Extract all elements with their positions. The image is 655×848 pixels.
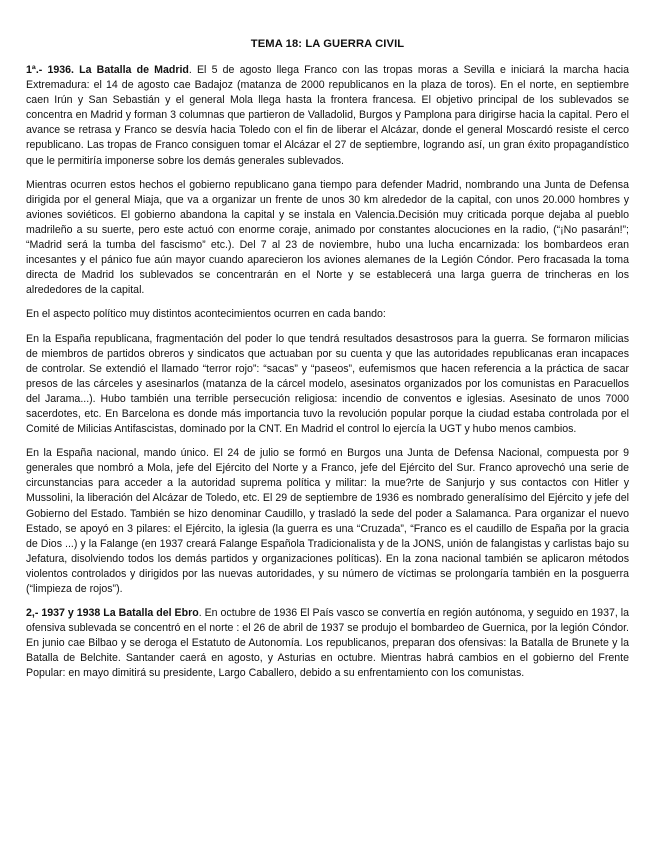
paragraph-batalla-madrid bbox=[26, 63, 629, 169]
paragraph-espana-republicana bbox=[26, 332, 629, 438]
paragraph-defensa-madrid bbox=[26, 178, 629, 299]
paragraph-text: En la España republicana, fragmentación del poder lo que tendrá resultados desastrosos para la guerra. Se formaron milicias de miembros de partidos obreros y sindicatos que actuaban por su cuenta y que las autoridades republicanas eran incapaces de controlar. Se extendió el llamado “terror rojo”: “sacas” y “paseos”, eufemismos que hacen referencia a la práctica de sacar presos de las cárceles y asesinarlos (matanza de la cárcel modelo, asesinatos organizados por los comunistas en Paracuellos del Jarama...). Hubo también una terrible persecución religiosa: incendio de conventos e iglesias. Asesinato de unos 7000 sacerdotes, etc. En Barcelona es donde más importancia tuvo la revolución popular porque la ciudad estaba controlada por el Comité de Milicias Antifascistas, dominado por la CNT. En Madrid el control lo ejercía la UGT y hubo menos cambios. bbox=[26, 332, 629, 436]
paragraph-text: Mientras ocurren estos hechos el gobierno republicano gana tiempo para defender Madrid, nombrando una Junta de Defensa dirigida por el general Miaja, que va a organizar un frente de unos 30 km alrededor de la capital, con unos 20.000 hombres y aviones soviéticos. El gobierno abandona la capital y se instala en Valencia.Decisión muy criticada porque dejaba al pueblo madrileño a su suerte, pero este actuó con enorme coraje, animado por constantes alocuciones en la radio, (“¡No pasarán!”; “Madrid será la tumba del fascismo” etc.). Del 7 al 23 de noviembre, hubo una lucha encarnizada: los bombardeos eran incesantes y el pánico fue aún mayor cuando aparecieron los aviones alemanes de la Legión Cóndor. Pero fracasada la toma directa de Madrid los sublevados se concentrarán en el Norte y se establecerá una larga guerra de trincheras en los alrededores de la capital. bbox=[26, 178, 629, 297]
document-title: TEMA 18: LA GUERRA CIVIL bbox=[250, 38, 405, 50]
paragraph-espana-nacional bbox=[26, 446, 629, 597]
section-heading-2: 2,- 1937 y 1938 La Batalla del Ebro bbox=[26, 607, 199, 620]
section-heading-1: 1ª.- 1936. La Batalla de Madrid bbox=[26, 64, 189, 76]
paragraph-batalla-ebro bbox=[26, 606, 629, 681]
paragraph-text: . El 5 de agosto llega Franco con las tropas moras a Sevilla e iniciará la marcha hacia Extremadura: el 14 de agosto cae Badajoz (matanza de 2000 republicanos en la plaza de toros). En el norte, en septiembre caen Irún y San Sebastián y el general Mola llega hasta la frontera francesa. El objetivo principal de los sublevados se concentra en Madrid y forman 3 columnas que partieron de Valladolid, Burgos y Pamplona para dirigirse hacia la capital. Pero el avance se retrasa y Franco se desvía hacia Toledo con el fin de liberar el Alcázar, donde el general Moscardó resiste el cerco republicano. Las tropas de Franco consiguen tomar el Alcázar el 27 de septiembre, logrando así, un gran éxito propagandístico que le permitiría imponerse sobre los demás generales sublevados. bbox=[26, 64, 630, 167]
paragraph-text: En la España nacional, mando único. El 24 de julio se formó en Burgos una Junta de Defensa Nacional, compuesta por 9 generales que nombró a Mola, jefe del Ejército del Norte y a Franco, jefe del Ejército del Sur. Franco aprovechó una serie de circunstancias para acceder a la autoridad suprema política y militar: la mue?rte de Sanjurjo y sus contactos con Hitler y Mussolini, la liberación del Alcázar de Toledo, etc. El 29 de septiembre de 1936 es nombrado generalísimo del Ejército y jefe del Gobierno del Estado. También se hizo denominar Caudillo, y trasladó la sede del poder a Salamanca. Para organizar el nuevo Estado, se apoyó en 3 pilares: el Ejército, la iglesia (la guerra es una “Cruzada”, “Franco es el caudillo de España por la gracia de Dios ...) y la Falange (en 1937 creará Falange Española Tradicionalista y de la JONS, unión de falangistas y carlistas bajo su Jefatura, disolviendo todos los demás partidos y organizaciones políticas). En la zona nacional también se aplicaron métodos violentos controlados y dirigidos por las nuevas autoridades, y su número de víctimas se prolongaría también en la posguerra (“limpieza de rojos”). bbox=[26, 447, 629, 595]
paragraph-text: En el aspecto político muy distintos acontecimientos ocurren en cada bando: bbox=[26, 308, 386, 321]
paragraph-aspecto-politico bbox=[26, 307, 629, 322]
paragraph-text: . En octubre de 1936 El País vasco se convertía en región autónoma, y seguido en 1937, la ofensiva sublevada se concentró en el norte : el 26 de abril de 1937 se produjo el bombardeo de Guernica, por la legión Cóndor. En junio cae Bilbao y se deroga el Estatuto de Autonomía. Los republicanos, preparan dos ofensivas: la Batalla de Brunete y la Batalla de Belchite. Santander caerá en agosto, y Asturias en octubre. Mientras habrá cambios en el gobierno del Frente Popular: en mayo dimitirá su presidente, Largo Caballero, debido a su enfrentamiento con los comunistas. bbox=[26, 607, 630, 680]
